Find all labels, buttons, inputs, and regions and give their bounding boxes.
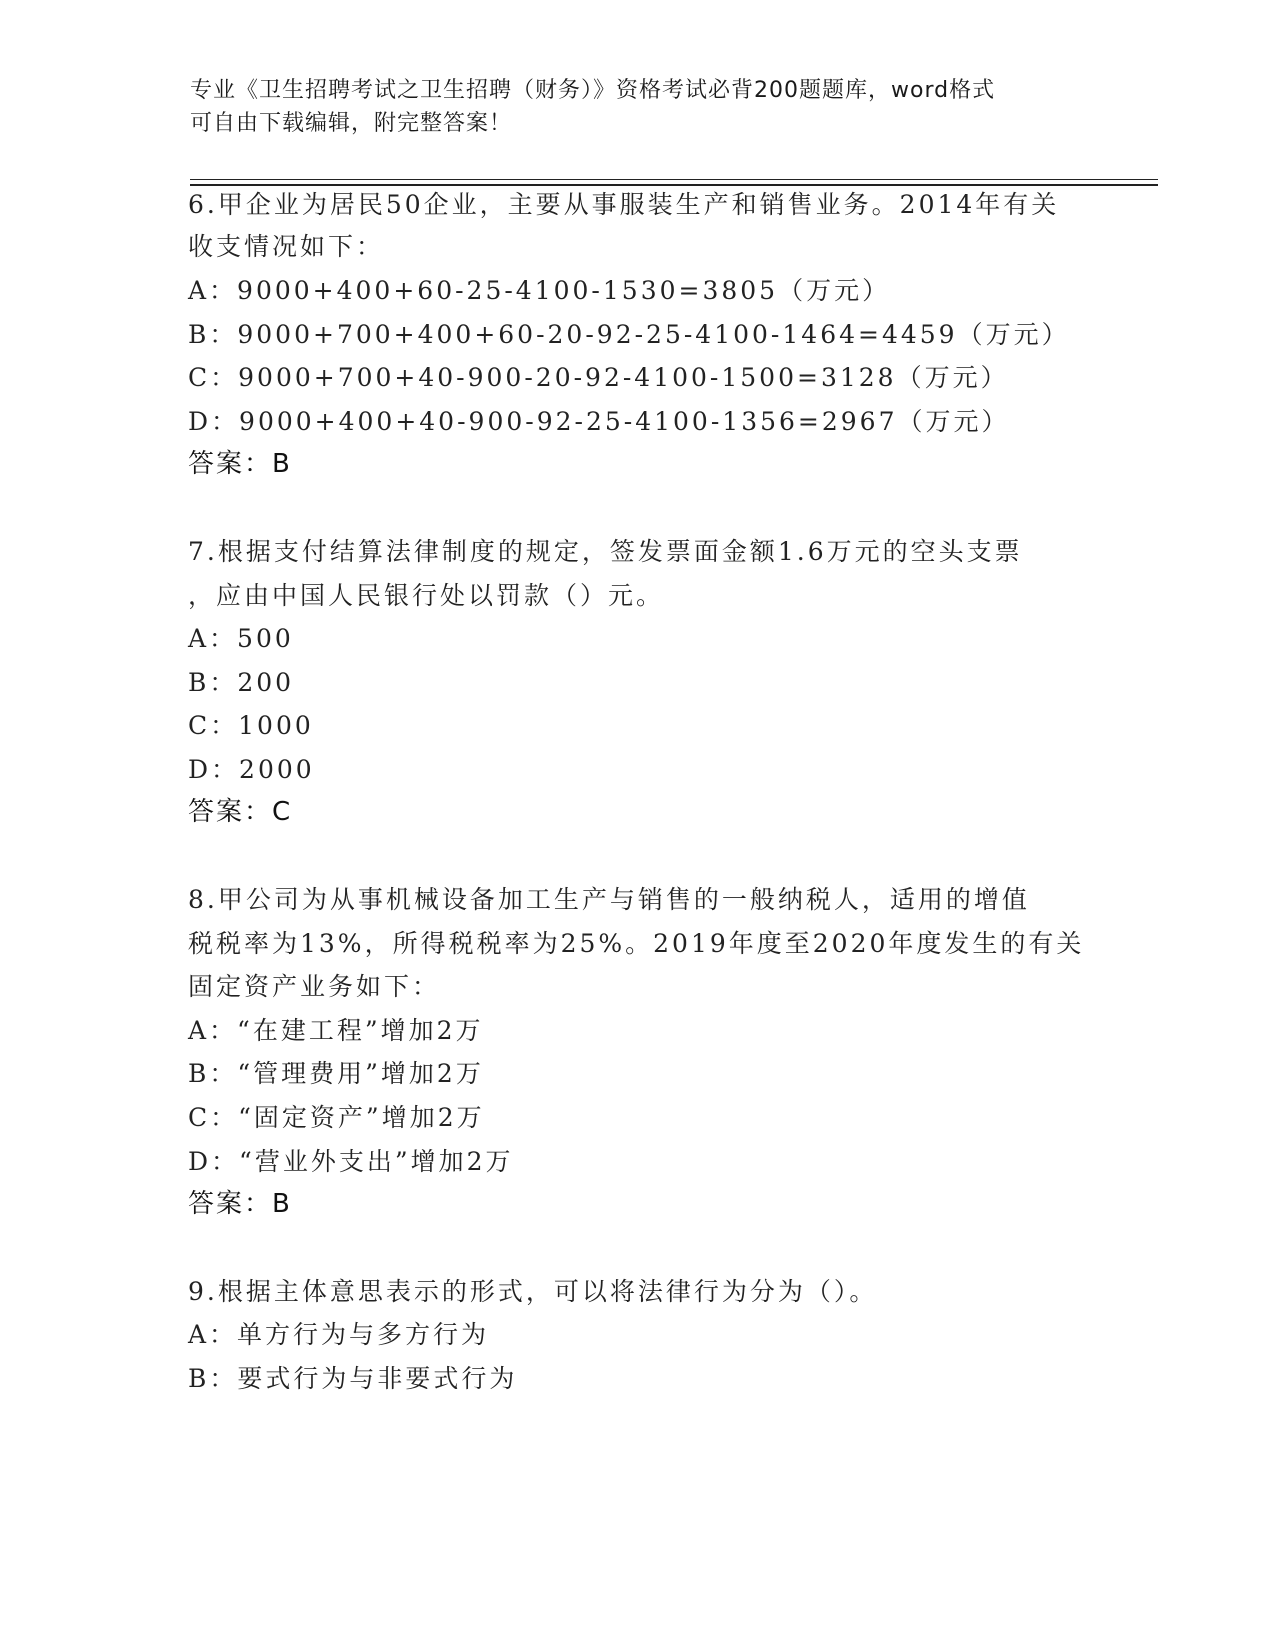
question-6-option-c: C：9000+700+40-900-20-92-4100-1500=3128（万元） <box>188 363 1009 392</box>
question-8-stem-line-3: 固定资产业务如下： <box>188 972 441 1001</box>
question-6-option-d: D：9000+400+40-900-92-25-4100-1356=2967（万元） <box>188 407 1010 436</box>
header-rule-thick <box>190 184 1158 186</box>
question-8-option-b: B：“管理费用”增加2万 <box>188 1059 484 1088</box>
question-6-option-b: B：9000+700+400+60-20-92-25-4100-1464=4459（万元） <box>188 320 1070 349</box>
question-7-answer: 答案：C <box>188 797 293 827</box>
question-8-answer: 答案：B <box>188 1189 292 1219</box>
question-8-option-d: D：“营业外支出”增加2万 <box>188 1147 514 1176</box>
question-6-stem-line-2: 收支情况如下： <box>188 232 385 261</box>
question-6-option-a: A：9000+400+60-25-4100-1530=3805（万元） <box>188 276 891 305</box>
question-6-answer: 答案：B <box>188 449 292 479</box>
question-9-stem-line-1: 9.根据主体意思表示的形式，可以将法律行为分为（）。 <box>188 1277 878 1306</box>
question-6-stem-line-1: 6.甲企业为居民50企业，主要从事服装生产和销售业务。2014年有关 <box>188 190 1060 219</box>
question-7-option-c: C：1000 <box>188 711 314 740</box>
document-header <box>190 74 1090 140</box>
question-9-option-b: B：要式行为与非要式行为 <box>188 1364 518 1393</box>
question-8-option-a: A：“在建工程”增加2万 <box>188 1016 484 1045</box>
question-7-option-a: A：500 <box>188 624 294 653</box>
question-8-stem-line-2: 税税率为13%，所得税税率为25%。2019年度至2020年度发生的有关 <box>188 929 1085 958</box>
question-7-stem-line-2: ，应由中国人民银行处以罚款（）元。 <box>188 581 665 610</box>
header-rule-thin <box>190 179 1158 180</box>
question-7-option-d: D：2000 <box>188 755 315 784</box>
question-7-stem-line-1: 7.根据支付结算法律制度的规定，签发票面金额1.6万元的空头支票 <box>188 537 1023 566</box>
question-8-option-c: C：“固定资产”增加2万 <box>188 1103 485 1132</box>
question-8-stem-line-1: 8.甲公司为从事机械设备加工生产与销售的一般纳税人，适用的增值 <box>188 885 1030 914</box>
header-line-1: 专业《卫生招聘考试之卫生招聘（财务）》资格考试必背200题题库，word格式 <box>190 78 996 103</box>
question-7-option-b: B：200 <box>188 668 295 697</box>
question-9-option-a: A：单方行为与多方行为 <box>188 1320 490 1349</box>
header-line-2: 可自由下载编辑，附完整答案！ <box>190 111 513 136</box>
